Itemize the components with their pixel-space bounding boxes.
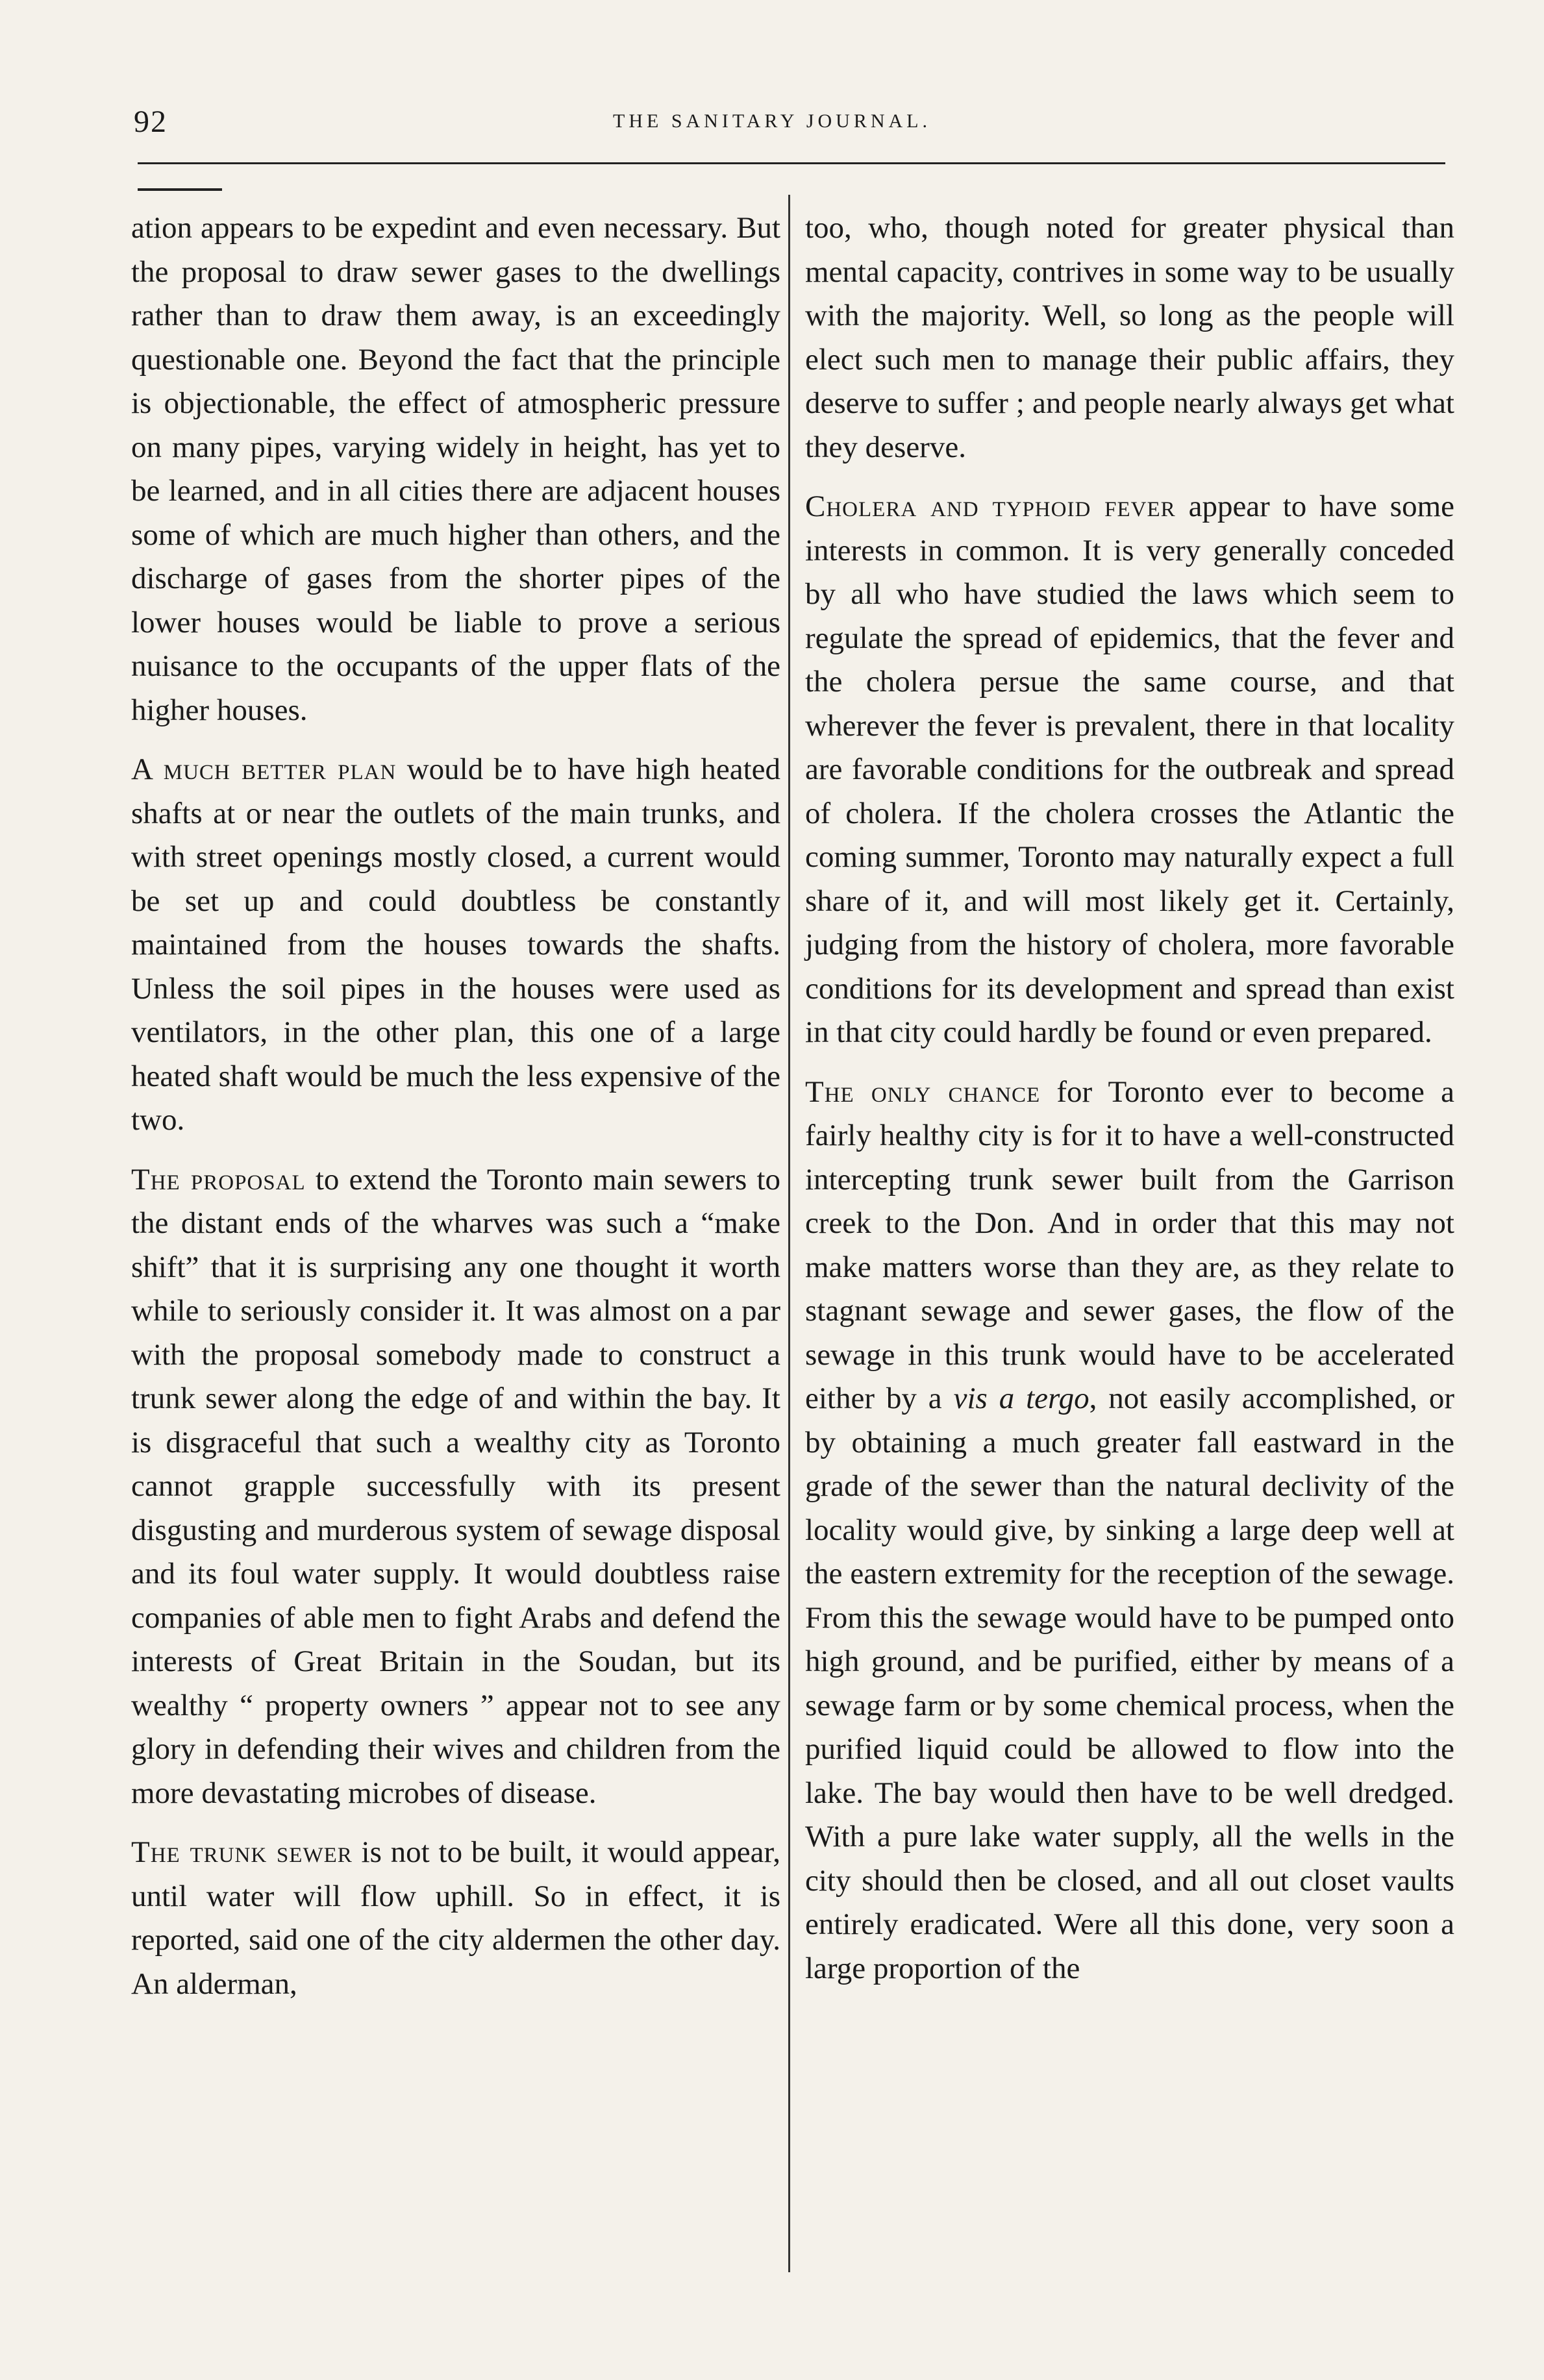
header-rule <box>138 162 1445 164</box>
paragraph <box>805 1071 1454 1991</box>
paragraph <box>805 485 1454 1055</box>
paragraph-text: too, who, though noted for greater physical than mental capacity, contrives in some way to be usually with the majority. Well, so long as the people will elect such men to manage their public affairs, they deserve to suffer ; and people nearly always get what they deserve. <box>805 211 1454 464</box>
paragraph-lead: The proposal <box>131 1162 306 1196</box>
paragraph <box>131 1158 780 1816</box>
paragraph-lead: Cholera and typhoid fever <box>805 490 1176 523</box>
paragraph-text: ation appears to be expedint and even necessary. But the proposal to draw sewer gases to the dwellings rather than to draw them away, is an exceedingly questionable one. Beyond the fact that the principle is objectionable, the effect of atmospheric pressure on many pipes, varying widely in height, has yet to be learned, and in all cities there are adjacent houses some of which are much higher than others, and the discharge of gases from the shorter pipes of the lower houses would be liable to prove a serious nuisance to the occupants of the upper flats of the higher houses. <box>131 211 780 727</box>
paragraph-lead: The trunk sewer <box>131 1835 353 1869</box>
paragraph-text: , not easily accomplished, or by obtaining a much greater fall eastward in the grade of the sewer than the natural declivity of the locality would give, by sinking a large deep well at the eastern extremity for the reception of the sewage. From this the sewage would have to be pumped onto high ground, and be purified, either by means of a sewage farm or by some chemical process, when the purified liquid could be allowed to flow into the lake. The bay would then have to be well dredged. With a pure lake water supply, all the wells in the city should then be closed, and all out closet vaults entirely eradicated. Were all this done, very soon a large proportion of the <box>805 1382 1454 1985</box>
paragraph-text: appear to have some interests in common. It is very generally conceded by all who have studied the laws which seem to regulate the spread of epidemics, that the fever and the cholera persue the same course, and that wherever the fever is prevalent, there in that locality are favorable conditions for the outbreak and spread of cholera. If the cholera crosses the Atlantic the coming summer, Toronto may naturally expect a full share of it, and will most likely get it. Certainly, judging from the history of cholera, more favorable conditions for its development and spread than exist in that city could hardly be found or even prepared. <box>805 490 1454 1049</box>
paragraph-text: is not to be built, it would appear, until water will flow uphill. So in effect, it is reported, said one of the city aldermen the other day. An alderman, <box>131 1835 780 2001</box>
right-column <box>805 206 1454 2006</box>
header-rule-short <box>138 188 222 191</box>
column-divider <box>788 195 790 2272</box>
paragraph-lead: A much better plan <box>131 752 397 786</box>
paragraph <box>805 206 1454 469</box>
paragraph <box>131 1831 780 2006</box>
latin-phrase: vis a tergo <box>953 1382 1090 1415</box>
paragraph-text: to extend the Toronto main sewers to the distant ends of the wharves was such a “make shift” that it is surprising any one thought it worth while to seriously consider it. It was almost on a par with the proposal somebody made to construct a trunk sewer along the edge of and within the bay. It is disgraceful that such a wealthy city as Toronto cannot grapple successfully with its present disgusting and murderous system of sewage disposal and its foul water supply. It would doubtless raise companies of able men to fight Arabs and defend the interests of Great Britain in the Soudan, but its wealthy “ property owners ” appear not to see any glory in defending their wives and children from the more devastating microbes of disease. <box>131 1162 780 1810</box>
paragraph-lead: The only chance <box>805 1074 1041 1109</box>
paragraph-text: for Toronto ever to become a fairly healthy city is for it to have a well-constructed intercepting trunk sewer built from the Garrison creek to the Don. And in order that this may not make matters worse than they are, as they relate to stagnant sewage and sewer gases, the flow of the sewage in this trunk would have to be accelerated either by a <box>805 1074 1454 1415</box>
paragraph <box>131 748 780 1143</box>
page-number: 92 <box>134 105 168 139</box>
paragraph-text: would be to have high heated shafts at or near the outlets of the main trunks, and with street openings mostly closed, a current would be set up and could doubtless be constantly maintained from the houses towards the shafts. Unless the soil pipes in the houses were used as ventilators, in the other plan, this one of a large heated shaft would be much the less expensive of the two. <box>131 752 780 1137</box>
left-column <box>131 206 780 2022</box>
page-header <box>0 0 1544 156</box>
running-title: THE SANITARY JOURNAL. <box>613 110 931 132</box>
paragraph <box>131 206 780 732</box>
